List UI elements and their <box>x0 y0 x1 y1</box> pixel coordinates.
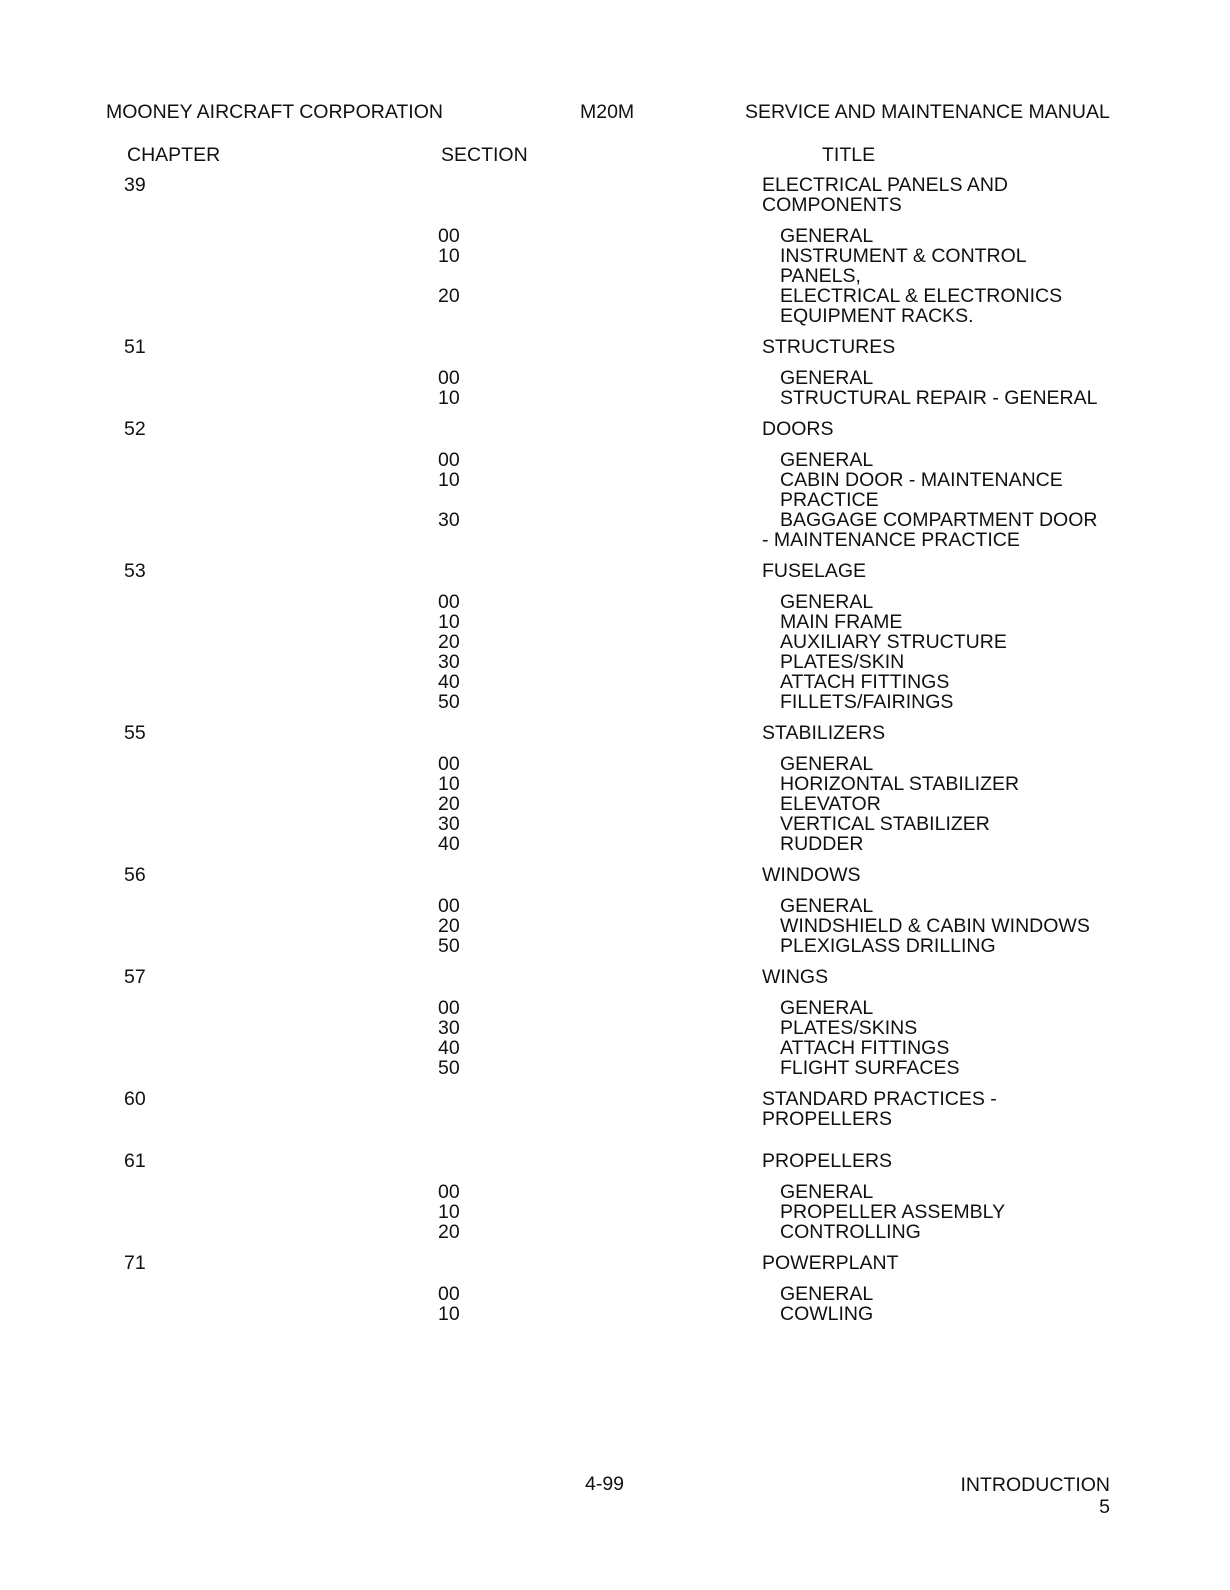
chapter-number: 61 <box>124 1150 146 1172</box>
section-row <box>0 916 1230 936</box>
chapter-number: 53 <box>124 560 146 582</box>
section-row <box>0 226 1230 246</box>
chapter-title <box>762 561 1062 581</box>
section-row <box>0 1304 1230 1324</box>
chapter-gap <box>0 326 1230 337</box>
section-row <box>0 1018 1230 1038</box>
chapter-gap <box>0 1242 1230 1253</box>
section-number: 40 <box>438 671 460 693</box>
section-title-line: ATTACH FITTINGS <box>780 671 950 693</box>
section-title-line: FILLETS/FAIRINGS <box>780 691 954 713</box>
section-title-line: CABIN DOOR - MAINTENANCE <box>780 469 1063 491</box>
section-row <box>0 450 1230 470</box>
section-number: 20 <box>438 631 460 653</box>
section-title <box>780 612 1120 632</box>
section-row <box>0 1182 1230 1202</box>
section-row <box>0 612 1230 632</box>
section-number: 10 <box>438 245 460 267</box>
section-number: 00 <box>438 895 460 917</box>
chapter-heading <box>0 865 1230 885</box>
section-number: 20 <box>438 915 460 937</box>
section-title-line: ELEVATOR <box>780 793 881 815</box>
section-title-line: ATTACH FITTINGS <box>780 1037 950 1059</box>
column-header-title: TITLE <box>822 144 876 166</box>
chapter-block <box>0 1253 1230 1335</box>
section-title-line: BAGGAGE COMPARTMENT DOOR <box>780 509 1098 531</box>
section-title-line: WINDSHIELD & CABIN WINDOWS <box>780 915 1090 937</box>
column-header-chapter: CHAPTER <box>127 144 221 166</box>
chapter-gap <box>0 956 1230 967</box>
section-title <box>780 286 1120 326</box>
chapter-title-line: STABILIZERS <box>762 722 886 744</box>
section-title <box>780 774 1120 794</box>
chapter-title-line: POWERPLANT <box>762 1252 899 1274</box>
section-row <box>0 834 1230 854</box>
section-number: 10 <box>438 469 460 491</box>
section-title <box>780 1284 1120 1304</box>
section-row <box>0 388 1230 408</box>
chapter-block <box>0 865 1230 967</box>
chapter-gap <box>0 408 1230 419</box>
section-row <box>0 998 1230 1018</box>
section-title-line: STRUCTURAL REPAIR - GENERAL <box>780 387 1098 409</box>
section-row <box>0 246 1230 286</box>
section-row <box>0 672 1230 692</box>
section-number: 40 <box>438 1037 460 1059</box>
chapter-number: 57 <box>124 966 146 988</box>
chapter-block <box>0 419 1230 561</box>
chapter-number: 51 <box>124 336 146 358</box>
chapter-title-line: STRUCTURES <box>762 336 896 358</box>
section-row <box>0 652 1230 672</box>
section-number: 40 <box>438 833 460 855</box>
section-title <box>780 672 1120 692</box>
section-title-line: PLATES/SKINS <box>780 1017 918 1039</box>
chapter-heading <box>0 1253 1230 1273</box>
section-title <box>780 814 1120 834</box>
section-title-line: GENERAL <box>780 449 874 471</box>
header-model: M20M <box>580 101 635 123</box>
chapter-title <box>762 865 1062 885</box>
chapter-title-line: FUSELAGE <box>762 560 867 582</box>
header-company: MOONEY AIRCRAFT CORPORATION <box>106 101 443 123</box>
section-number: 20 <box>438 793 460 815</box>
chapter-title-line: STANDARD PRACTICES - <box>762 1088 997 1110</box>
section-row <box>0 692 1230 712</box>
chapter-title-line: WINGS <box>762 966 829 988</box>
chapter-block <box>0 1089 1230 1151</box>
section-title <box>780 1304 1120 1324</box>
section-title-line: GENERAL <box>780 895 874 917</box>
section-title <box>780 692 1120 712</box>
section-row <box>0 754 1230 774</box>
section-title-line: GENERAL <box>780 1181 874 1203</box>
section-number: 00 <box>438 449 460 471</box>
section-title-line: FLIGHT SURFACES <box>780 1057 960 1079</box>
section-title <box>780 1058 1120 1078</box>
chapter-gap <box>0 1078 1230 1089</box>
chapter-title <box>762 175 1062 215</box>
section-number: 10 <box>438 611 460 633</box>
section-row <box>0 1284 1230 1304</box>
footer-chapter-name: INTRODUCTION <box>960 1474 1110 1496</box>
section-number: 30 <box>438 1017 460 1039</box>
section-title-line: MAIN FRAME <box>780 611 903 633</box>
chapter-title-line: DOORS <box>762 418 834 440</box>
chapter-heading <box>0 561 1230 581</box>
section-title <box>780 834 1120 854</box>
section-number: 20 <box>438 1221 460 1243</box>
chapter-title-line: PROPELLERS <box>762 1108 893 1130</box>
section-number: 30 <box>438 813 460 835</box>
footer-right <box>960 1474 1110 1518</box>
section-row <box>0 814 1230 834</box>
section-title <box>780 1222 1120 1242</box>
column-header-section: SECTION <box>441 144 528 166</box>
section-title-line: GENERAL <box>780 997 874 1019</box>
chapter-number: 55 <box>124 722 146 744</box>
section-title-line: GENERAL <box>780 753 874 775</box>
section-number: 00 <box>438 367 460 389</box>
section-number: 30 <box>438 651 460 673</box>
chapter-gap <box>0 1140 1230 1151</box>
section-number: 00 <box>438 1181 460 1203</box>
section-number: 50 <box>438 935 460 957</box>
section-title <box>780 1182 1120 1202</box>
section-title-line: GENERAL <box>780 591 874 613</box>
section-number: 00 <box>438 1283 460 1305</box>
chapter-title <box>762 419 1062 439</box>
chapter-title-line: PROPELLERS <box>762 1150 893 1172</box>
header-manual-title: SERVICE AND MAINTENANCE MANUAL <box>745 101 1110 123</box>
section-number: 10 <box>438 1303 460 1325</box>
chapter-heading <box>0 1089 1230 1129</box>
section-title-line: EQUIPMENT RACKS. <box>780 305 974 327</box>
section-row <box>0 1222 1230 1242</box>
chapter-number: 52 <box>124 418 146 440</box>
section-title <box>780 226 1120 246</box>
section-number: 50 <box>438 1057 460 1079</box>
section-title-line: GENERAL <box>780 367 874 389</box>
section-title <box>780 632 1120 652</box>
chapter-title <box>762 337 1062 357</box>
section-title <box>780 1038 1120 1058</box>
section-title-line: GENERAL <box>780 225 874 247</box>
chapter-heading <box>0 337 1230 357</box>
section-row <box>0 936 1230 956</box>
chapter-heading <box>0 419 1230 439</box>
section-title <box>780 936 1120 956</box>
chapter-heading <box>0 175 1230 215</box>
chapter-title <box>762 1151 1062 1171</box>
section-title <box>780 998 1120 1018</box>
section-row <box>0 1038 1230 1058</box>
section-row <box>0 1058 1230 1078</box>
section-number: 00 <box>438 591 460 613</box>
section-row <box>0 510 1230 550</box>
chapter-block <box>0 337 1230 419</box>
section-row <box>0 286 1230 326</box>
section-row <box>0 1202 1230 1222</box>
section-title-line: VERTICAL STABILIZER <box>780 813 990 835</box>
footer-page-number: 5 <box>1099 1496 1110 1518</box>
section-number: 30 <box>438 509 460 531</box>
section-title-line: HORIZONTAL STABILIZER <box>780 773 1020 795</box>
chapter-title <box>762 1089 1062 1129</box>
section-title <box>780 368 1120 388</box>
section-title <box>762 509 1120 551</box>
chapter-block <box>0 967 1230 1089</box>
chapter-number: 60 <box>124 1088 146 1110</box>
section-row <box>0 470 1230 510</box>
chapter-heading <box>0 967 1230 987</box>
footer-date-code: 4-99 <box>585 1473 625 1495</box>
section-number: 00 <box>438 225 460 247</box>
chapter-block <box>0 175 1230 337</box>
chapter-title <box>762 723 1062 743</box>
chapter-heading <box>0 723 1230 743</box>
table-of-contents <box>0 175 1230 1335</box>
chapter-title-line: ELECTRICAL PANELS AND <box>762 174 1008 196</box>
section-title <box>780 896 1120 916</box>
section-title <box>780 450 1120 470</box>
section-title-line: PRACTICE <box>780 489 879 511</box>
section-title-line: CONTROLLING <box>780 1221 921 1243</box>
chapter-number: 71 <box>124 1252 146 1274</box>
chapter-gap <box>0 712 1230 723</box>
section-row <box>0 592 1230 612</box>
section-title-line: ELECTRICAL & ELECTRONICS <box>780 285 1063 307</box>
section-title <box>780 652 1120 672</box>
chapter-title <box>762 1253 1062 1273</box>
section-title-line: RUDDER <box>780 833 864 855</box>
section-number: 10 <box>438 773 460 795</box>
section-row <box>0 368 1230 388</box>
section-title <box>780 592 1120 612</box>
section-title <box>780 470 1120 510</box>
chapter-number: 56 <box>124 864 146 886</box>
section-number: 20 <box>438 285 460 307</box>
chapter-gap <box>0 1324 1230 1335</box>
section-row <box>0 794 1230 814</box>
section-title-line: PLATES/SKIN <box>780 651 905 673</box>
chapter-heading <box>0 1151 1230 1171</box>
section-title-line: GENERAL <box>780 1283 874 1305</box>
section-title <box>780 388 1120 408</box>
section-title-line: PLEXIGLASS DRILLING <box>780 935 996 957</box>
section-row <box>0 896 1230 916</box>
section-title <box>780 754 1120 774</box>
chapter-title-line: COMPONENTS <box>762 194 902 216</box>
section-title-line: INSTRUMENT & CONTROL <box>780 245 1027 267</box>
section-title-line: - MAINTENANCE PRACTICE <box>762 529 1020 551</box>
chapter-block <box>0 561 1230 723</box>
section-title <box>780 794 1120 814</box>
chapter-gap <box>0 550 1230 561</box>
section-number: 10 <box>438 1201 460 1223</box>
section-number: 10 <box>438 387 460 409</box>
chapter-number: 39 <box>124 174 146 196</box>
section-title <box>780 1202 1120 1222</box>
section-number: 50 <box>438 691 460 713</box>
section-title-line: PANELS, <box>780 265 861 287</box>
chapter-gap <box>0 854 1230 865</box>
chapter-title-line: WINDOWS <box>762 864 861 886</box>
section-title-line: AUXILIARY STRUCTURE <box>780 631 1007 653</box>
section-row <box>0 774 1230 794</box>
section-row <box>0 632 1230 652</box>
section-title <box>780 916 1120 936</box>
chapter-block <box>0 1151 1230 1253</box>
section-title <box>780 246 1120 286</box>
section-title-line: PROPELLER ASSEMBLY <box>780 1201 1006 1223</box>
section-number: 00 <box>438 997 460 1019</box>
chapter-title <box>762 967 1062 987</box>
chapter-block <box>0 723 1230 865</box>
section-number: 00 <box>438 753 460 775</box>
section-title-line: COWLING <box>780 1303 874 1325</box>
section-title <box>780 1018 1120 1038</box>
